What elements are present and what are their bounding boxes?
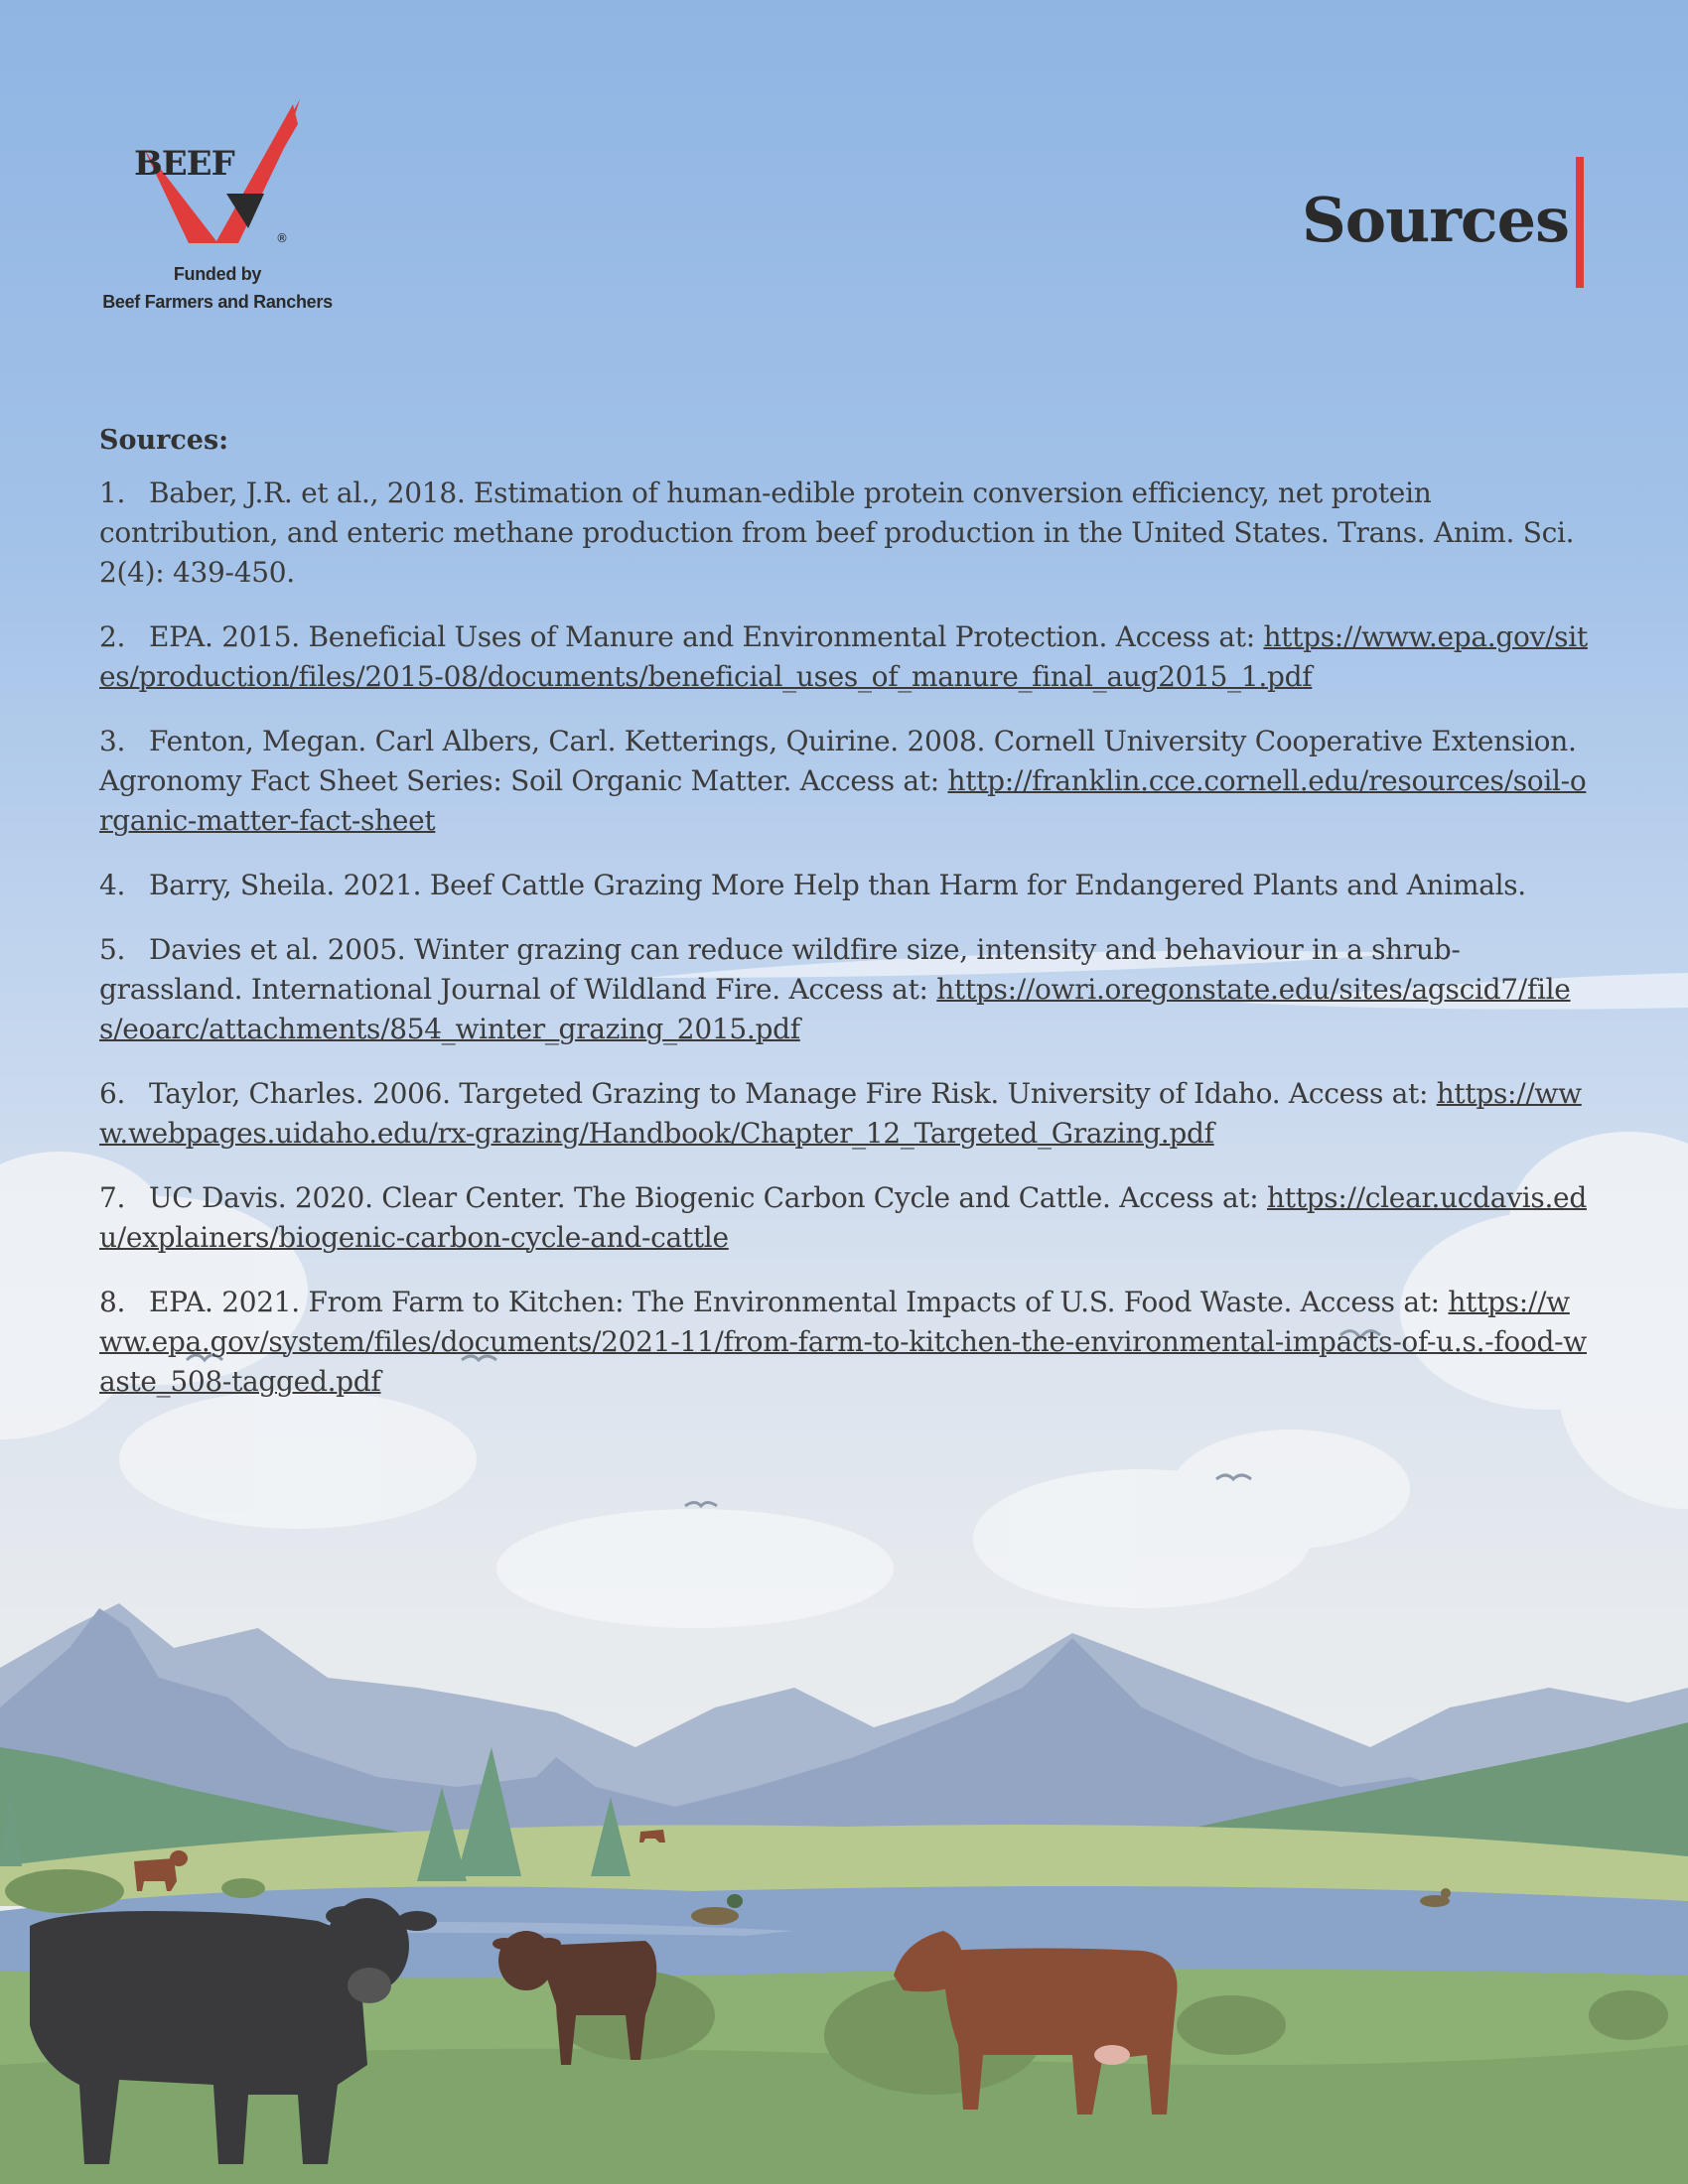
page-title: Sources (1302, 184, 1569, 256)
funded-by-line1: Funded by (173, 264, 262, 284)
reference-item (99, 930, 1589, 1049)
title-accent-bar (1576, 157, 1584, 288)
reference-item (99, 617, 1589, 697)
sources-section (99, 425, 1589, 1427)
reference-list (99, 474, 1589, 1402)
funded-by-line2: Beef Farmers and Ranchers (102, 292, 333, 312)
registered-mark: ® (276, 231, 288, 245)
reference-item (99, 722, 1589, 841)
reference-link[interactable]: https://www.epa.gov/system/files/documents/2021-11/from-farm-to-kitchen-the-environmental-impacts-of-u.s.-food-waste_508-tagged.pdf (99, 1286, 1587, 1398)
reference-link[interactable]: http://franklin.cce.cornell.edu/resources/soil-organic-matter-fact-sheet (99, 764, 1587, 837)
reference-item (99, 1074, 1589, 1154)
beef-logo (89, 94, 348, 323)
reference-number: 8. (99, 1286, 126, 1318)
reference-text: Davies et al. 2005. Winter grazing can reduce wildfire size, intensity and behaviour in a shrub-grassland. International Journal of Wildland Fire. Access at: (99, 933, 1461, 1006)
reference-number: 3. (99, 725, 126, 757)
sources-heading: Sources: (99, 425, 229, 456)
reference-link[interactable]: https://www.webpages.uidaho.edu/rx-grazing/Handbook/Chapter_12_Targeted_Grazing.pdf (99, 1077, 1582, 1150)
logo-wordmark: BEEF (134, 144, 234, 184)
reference-number: 6. (99, 1077, 126, 1110)
reference-text: Baber, J.R. et al., 2018. Estimation of human-edible protein conversion efficiency, net protein contribution, and enteric methane production from beef production in the United States. Trans. Anim. Sci. 2(4): 439-450. (99, 477, 1575, 589)
reference-number: 4. (99, 869, 126, 901)
reference-text: Barry, Sheila. 2021. Beef Cattle Grazing More Help than Harm for Endangered Plants and Animals. (149, 869, 1526, 901)
reference-item (99, 1283, 1589, 1402)
reference-text: UC Davis. 2020. Clear Center. The Biogenic Carbon Cycle and Cattle. Access at: (149, 1181, 1268, 1214)
reference-link[interactable]: https://clear.ucdavis.edu/explainers/biogenic-carbon-cycle-and-cattle (99, 1181, 1587, 1254)
reference-link[interactable]: https://www.epa.gov/sites/production/files/2015-08/documents/beneficial_uses_of_manure_final_aug2015_1.pdf (99, 620, 1588, 693)
reference-item (99, 866, 1589, 905)
reference-number: 2. (99, 620, 126, 653)
reference-item (99, 474, 1589, 593)
reference-number: 7. (99, 1181, 126, 1214)
funded-by-text (89, 260, 346, 316)
reference-text: EPA. 2021. From Farm to Kitchen: The Environmental Impacts of U.S. Food Waste. Access at: (149, 1286, 1449, 1318)
reference-item (99, 1178, 1589, 1258)
reference-text: EPA. 2015. Beneficial Uses of Manure and Environmental Protection. Access at: (149, 620, 1264, 653)
reference-number: 5. (99, 933, 126, 966)
reference-number: 1. (99, 477, 126, 509)
reference-text: Fenton, Megan. Carl Albers, Carl. Ketterings, Quirine. 2008. Cornell University Cooperative Extension. Agronomy Fact Sheet Series: Soil Organic Matter. Access at: (99, 725, 1577, 797)
reference-text: Taylor, Charles. 2006. Targeted Grazing to Manage Fire Risk. University of Idaho. Access at: (149, 1077, 1437, 1110)
reference-link[interactable]: https://owri.oregonstate.edu/sites/agscid7/files/eoarc/attachments/854_winter_grazing_2015.pdf (99, 973, 1571, 1045)
